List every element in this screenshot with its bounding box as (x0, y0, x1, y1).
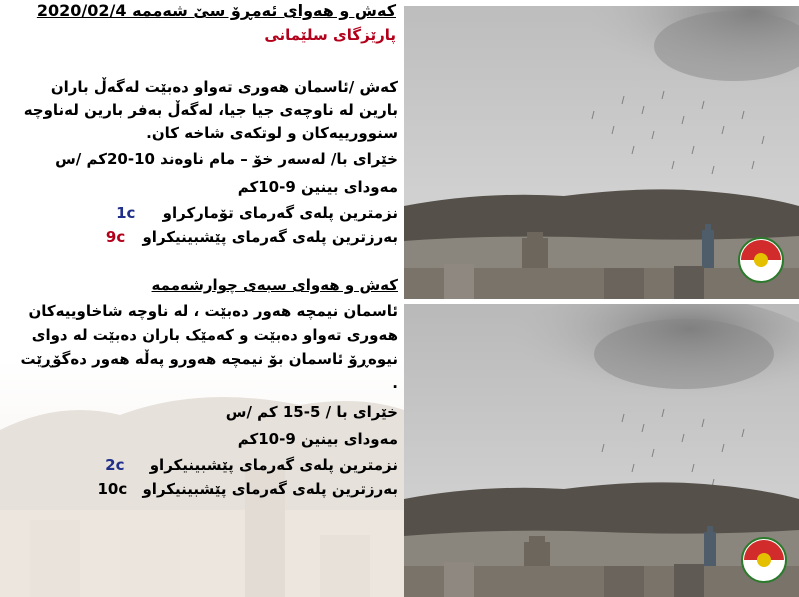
wednesday-min-label: نزمترین پلەی گەرمای پێشبینیکراو (149, 456, 398, 474)
wednesday-line-3: نیوەڕۆ ئاسمان بۆ نیمچە هەورو پەڵە هەور دەگۆڕێت (20, 350, 398, 368)
today-max-value: 9c (105, 228, 126, 246)
weather-photo-today (404, 6, 799, 299)
today-line-3: سنوورییەکان و لوتکەی شاخە کان. (146, 124, 398, 142)
city-weather-photo-icon (404, 6, 799, 299)
wednesday-heading: کەش و هەوای سبەی چوارشەممە (151, 276, 398, 294)
wednesday-min-temp (105, 456, 398, 474)
page-title: کەش و هەوای ئەمڕۆ سێ شەممە 2020/02/4 (36, 1, 396, 20)
province-name: پارێزگای سلێمانی (264, 26, 396, 44)
city-weather-photo-icon (404, 304, 799, 597)
today-max-temp (106, 228, 398, 246)
today-max-label: بەرزترین پلەی گەرمای پێشبینیکراو (142, 228, 398, 246)
today-min-temp (116, 204, 398, 222)
weather-photo-wednesday (404, 304, 799, 597)
wednesday-wind: خێرای با / 5-15 کم /س (225, 403, 398, 421)
wednesday-min-value: 2c (105, 456, 125, 474)
wednesday-max-value: 10c (97, 480, 128, 498)
today-min-label: نزمترین پلەی گەرمای تۆمارکراو (162, 204, 398, 222)
today-line-1: کەش /ئاسمان هەوری تەواو دەبێت لەگەڵ باران (50, 78, 398, 96)
wednesday-max-label: بەرزترین پلەی گەرمای پێشبینیکراو (142, 480, 398, 498)
wednesday-visibility: مەودای بینین 9-10کم (237, 430, 398, 448)
today-wind: خێرای با/ لەسەر خۆ – مام ناوەند 10-20کم /س (55, 150, 398, 168)
wednesday-max-temp (97, 480, 398, 498)
today-line-2: بارین لە ناوچەی جیا جیا، لەگەڵ بەفر بارین لەناوچە (23, 101, 398, 119)
wednesday-line-4: . (392, 374, 398, 392)
today-min-value: 1c (116, 204, 136, 222)
wednesday-line-1: ئاسمان نیمچە هەور دەبێت ، لە ناوچە شاخاوییەکان (28, 302, 398, 320)
wednesday-line-2: هەوری تەواو دەبێت و کەمێک باران دەبێت لە دوای (31, 326, 398, 344)
today-visibility: مەودای بینین 9-10کم (237, 178, 398, 196)
